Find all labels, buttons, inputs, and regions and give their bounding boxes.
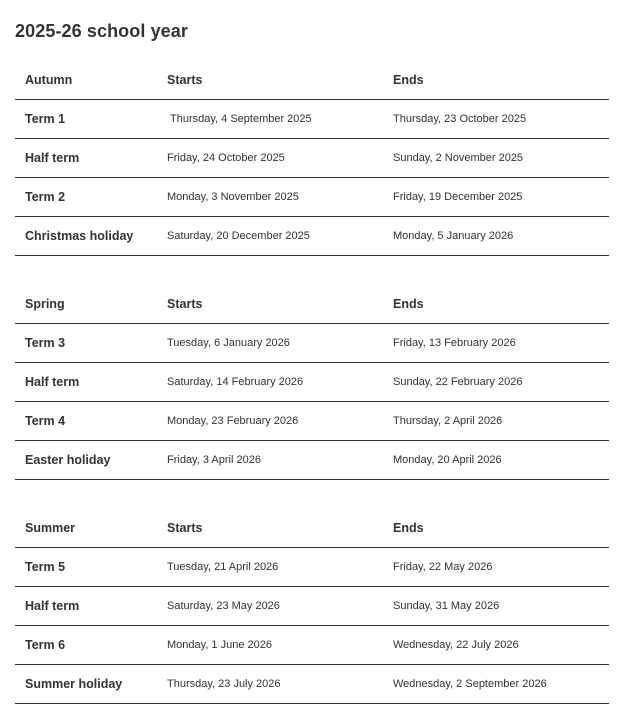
page — [15, 0, 609, 704]
ends-heading: Ends — [393, 285, 609, 324]
start-date: Monday, 3 November 2025 — [167, 178, 393, 217]
table-row — [15, 626, 609, 665]
end-date: Wednesday, 2 September 2026 — [393, 665, 609, 704]
start-date: Friday, 3 April 2026 — [167, 441, 393, 480]
table-header-row — [15, 509, 609, 548]
end-date: Thursday, 2 April 2026 — [393, 402, 609, 441]
start-date: Tuesday, 6 January 2026 — [167, 324, 393, 363]
period-name: Half term — [15, 363, 167, 402]
table-row — [15, 548, 609, 587]
period-name: Term 2 — [15, 178, 167, 217]
starts-heading: Starts — [167, 285, 393, 324]
table-row — [15, 178, 609, 217]
period-name: Summer holiday — [15, 665, 167, 704]
period-name: Term 3 — [15, 324, 167, 363]
table-row — [15, 100, 609, 139]
table-row — [15, 665, 609, 704]
table-row — [15, 139, 609, 178]
season-heading: Autumn — [15, 61, 167, 100]
end-date: Friday, 13 February 2026 — [393, 324, 609, 363]
table-row — [15, 587, 609, 626]
period-name: Half term — [15, 587, 167, 626]
table-row — [15, 441, 609, 480]
start-date: Saturday, 23 May 2026 — [167, 587, 393, 626]
end-date: Monday, 20 April 2026 — [393, 441, 609, 480]
start-date: Tuesday, 21 April 2026 — [167, 548, 393, 587]
season-heading: Summer — [15, 509, 167, 548]
ends-heading: Ends — [393, 61, 609, 100]
ends-heading: Ends — [393, 509, 609, 548]
period-name: Term 6 — [15, 626, 167, 665]
summer-table — [15, 509, 609, 704]
start-date: Monday, 23 February 2026 — [167, 402, 393, 441]
start-date: Monday, 1 June 2026 — [167, 626, 393, 665]
table-row — [15, 402, 609, 441]
period-name: Term 5 — [15, 548, 167, 587]
end-date: Friday, 22 May 2026 — [393, 548, 609, 587]
end-date: Friday, 19 December 2025 — [393, 178, 609, 217]
period-name: Half term — [15, 139, 167, 178]
end-date: Sunday, 31 May 2026 — [393, 587, 609, 626]
end-date: Monday, 5 January 2026 — [393, 217, 609, 256]
table-row — [15, 363, 609, 402]
table-row — [15, 217, 609, 256]
table-header-row — [15, 61, 609, 100]
period-name: Christmas holiday — [15, 217, 167, 256]
table-header-row — [15, 285, 609, 324]
period-name: Easter holiday — [15, 441, 167, 480]
end-date: Sunday, 2 November 2025 — [393, 139, 609, 178]
start-date: Thursday, 4 September 2025 — [167, 100, 393, 139]
spring-table — [15, 285, 609, 480]
starts-heading: Starts — [167, 61, 393, 100]
starts-heading: Starts — [167, 509, 393, 548]
autumn-table — [15, 61, 609, 256]
start-date: Saturday, 14 February 2026 — [167, 363, 393, 402]
page-title: 2025-26 school year — [15, 21, 189, 41]
start-date: Saturday, 20 December 2025 — [167, 217, 393, 256]
start-date: Friday, 24 October 2025 — [167, 139, 393, 178]
table-row — [15, 324, 609, 363]
end-date: Thursday, 23 October 2025 — [393, 100, 609, 139]
end-date: Sunday, 22 February 2026 — [393, 363, 609, 402]
period-name: Term 1 — [15, 100, 167, 139]
period-name: Term 4 — [15, 402, 167, 441]
season-heading: Spring — [15, 285, 167, 324]
end-date: Wednesday, 22 July 2026 — [393, 626, 609, 665]
start-date: Thursday, 23 July 2026 — [167, 665, 393, 704]
